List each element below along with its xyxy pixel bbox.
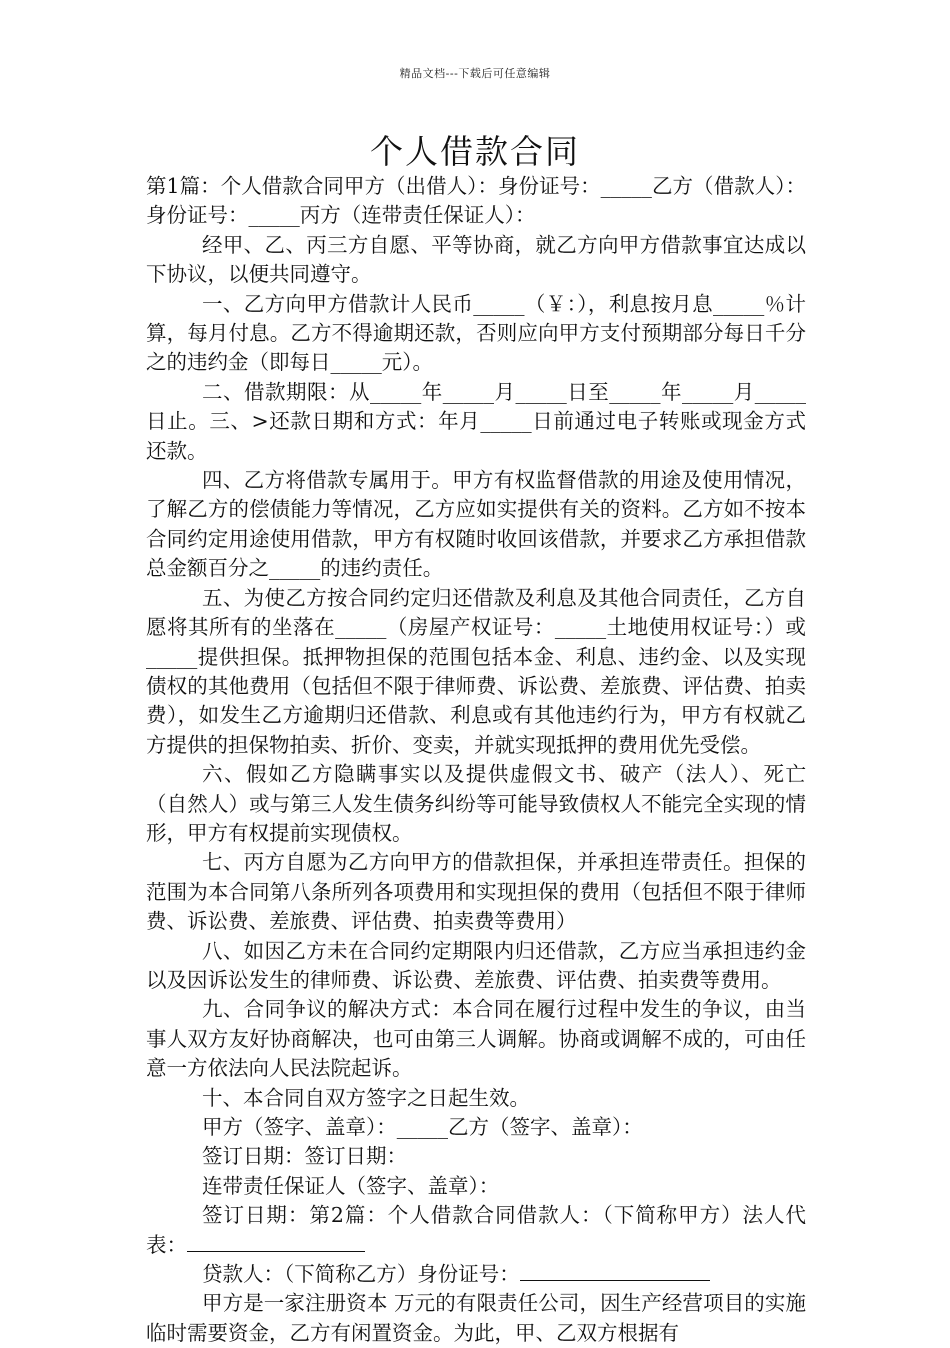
part-2-heading-text: 签订日期：第2篇：个人借款合同借款人：（下简称甲方）法人代表： — [146, 1203, 806, 1257]
clause-5: 五、为使乙方按合同约定归还借款及利息及其他合同责任，乙方自愿将其所有的坐落在_____（房屋产权证号：_____土地使用权证号：）或_____提供担保。抵押物担保的范围包括本金、利息、违约金、以及实现债权的其他费用（包括但不限于律师费、诉讼费、差旅费、评估费、拍卖费），如发生乙方逾期归还借款、利息或有其他违约行为，甲方有权就乙方提供的担保物拍卖、折价、变卖，并就实现抵押的费用优先受偿。 — [146, 585, 806, 757]
document-title: 个人借款合同 — [370, 132, 580, 171]
clause-8: 八、如因乙方未在合同约定期限内归还借款，乙方应当承担违约金以及因诉讼发生的律师费、诉讼费、差旅费、评估费、拍卖费等费用。 — [146, 938, 806, 992]
part-2-preamble: 甲方是一家注册资本 万元的有限责任公司，因生产经营项目的实施临时需要资金，乙方有闲置资金。为此，甲、乙双方根据有 — [146, 1291, 806, 1345]
clause-4: 四、乙方将借款专属用于。甲方有权监督借款的用途及使用情况，了解乙方的偿债能力等情况，乙方应如实提供有关的资料。乙方如不按本合同约定用途使用借款，甲方有权随时收回该借款，并要求乙方承担借款总金额百分之_____的违约责任。 — [146, 468, 806, 581]
lender-line-text: 贷款人：（下简称乙方）身份证号： — [202, 1262, 520, 1287]
clause-7: 七、丙方自愿为乙方向甲方的借款担保，并承担连带责任。担保的范围为本合同第八条所列各项费用和实现担保的费用（包括但不限于律师费、诉讼费、差旅费、评估费、拍卖费等费用） — [146, 850, 806, 934]
legal-rep-blank — [187, 1231, 365, 1252]
clause-1: 一、乙方向甲方借款计人民币_____（￥：），利息按月息_____％计算，每月付息。乙方不得逾期还款，否则应向甲方支付预期部分每日千分之的违约金（即每日_____元）。 — [146, 291, 806, 375]
clause-9: 九、合同争议的解决方式：本合同在履行过程中发生的争议，由当事人双方友好协商解决，也可由第三人调解。协商或调解不成的，可由任意一方依法向人民法院起诉。 — [146, 997, 806, 1081]
sign-date-line: 签订日期：签订日期： — [202, 1144, 407, 1169]
page-header: 精品文档---下载后可任意编辑 — [399, 67, 551, 80]
document-body — [146, 172, 806, 1348]
clause-10: 十、本合同自双方签字之日起生效。 — [202, 1085, 530, 1110]
signature-line: 甲方（签字、盖章）：_____乙方（签字、盖章）： — [202, 1115, 643, 1139]
guarantor-signature-line: 连带责任保证人（签字、盖章）： — [202, 1173, 500, 1198]
clause-6: 六、假如乙方隐瞒事实以及提供虚假文书、破产（法人）、死亡（自然人）或与第三人发生债务纠纷等可能导致债权人不能完全实现的情形，甲方有权提前实现债权。 — [146, 762, 806, 845]
paragraph-preamble: 经甲、乙、丙三方自愿、平等协商，就乙方向甲方借款事宜达成以下协议，以便共同遵守。 — [146, 232, 806, 287]
part-2-heading — [146, 1201, 806, 1260]
lender-line — [146, 1260, 806, 1289]
paragraph-intro: 第1篇：个人借款合同甲方（出借人）：身份证号：_____乙方（借款人）：身份证号：_____丙方（连带责任保证人）： — [146, 174, 806, 228]
id-number-blank — [520, 1260, 710, 1281]
clause-2-3: 二、借款期限：从_____年_____月_____日至_____年_____月_____日止。三、>还款日期和方式：年月_____日前通过电子转账或现金方式还款。 — [146, 379, 806, 463]
